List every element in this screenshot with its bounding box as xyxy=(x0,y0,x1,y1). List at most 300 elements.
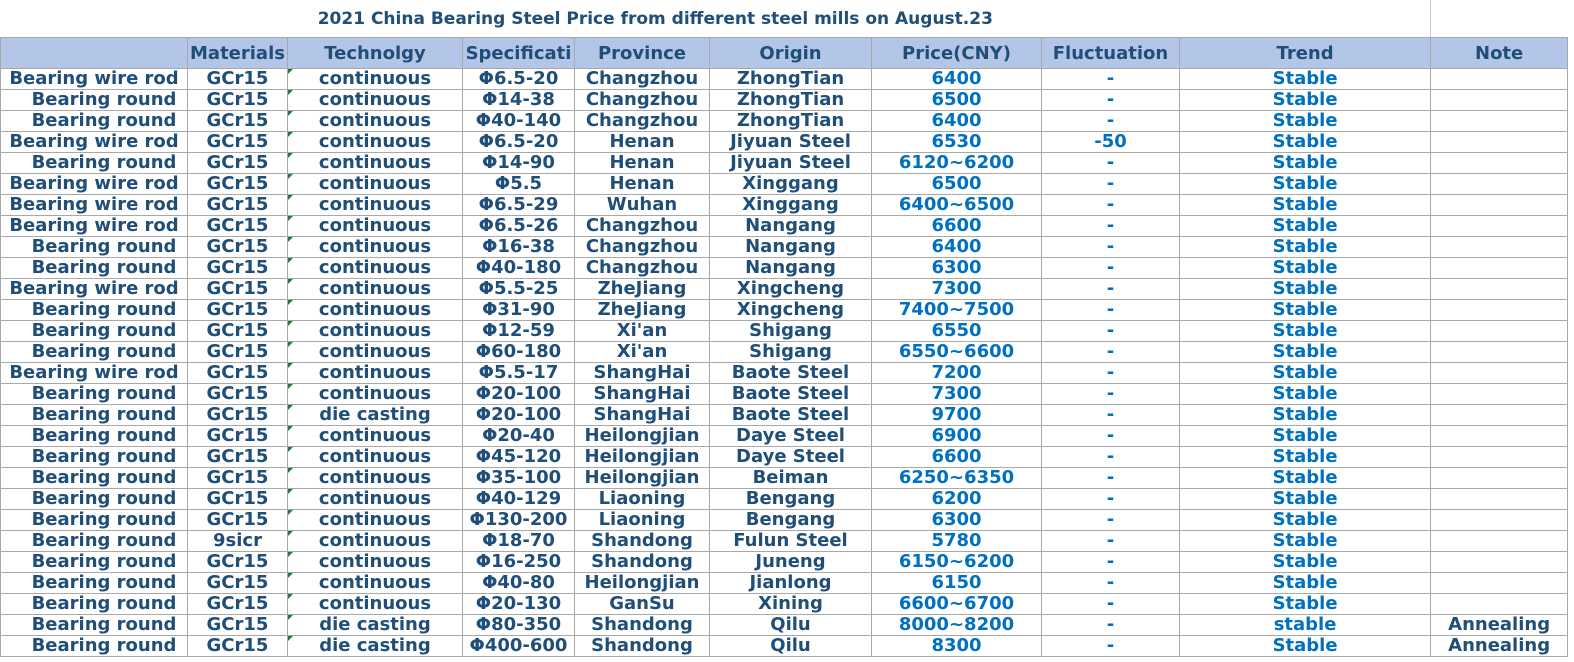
title-empty-cell[interactable] xyxy=(1431,0,1568,38)
table-row xyxy=(1,258,1568,279)
price-cell[interactable] xyxy=(872,405,1042,426)
trend-cell[interactable] xyxy=(1180,615,1431,636)
material-cell[interactable] xyxy=(188,279,288,300)
origin-cell[interactable] xyxy=(710,468,872,489)
province-cell[interactable] xyxy=(575,174,710,195)
product-cell[interactable] xyxy=(1,258,188,279)
origin-cell[interactable] xyxy=(710,363,872,384)
product-cell[interactable] xyxy=(1,279,188,300)
col-header-fluctuation[interactable]: Fluctuation xyxy=(1042,38,1180,69)
price-cell[interactable] xyxy=(872,174,1042,195)
price-cell[interactable] xyxy=(872,594,1042,615)
fluctuation-cell[interactable] xyxy=(1042,69,1180,90)
province-cell[interactable] xyxy=(575,90,710,111)
fluctuation-cell[interactable] xyxy=(1042,132,1180,153)
origin-cell[interactable] xyxy=(710,342,872,363)
note-cell[interactable] xyxy=(1431,468,1568,489)
material-cell[interactable] xyxy=(188,447,288,468)
price-cell[interactable] xyxy=(872,132,1042,153)
product-cell[interactable] xyxy=(1,447,188,468)
province-cell[interactable] xyxy=(575,468,710,489)
specification-cell[interactable] xyxy=(463,279,575,300)
province-cell[interactable] xyxy=(575,594,710,615)
province-cell[interactable] xyxy=(575,489,710,510)
product-cell-text: Bearing round xyxy=(31,509,177,530)
note-cell[interactable] xyxy=(1431,510,1568,531)
specification-cell[interactable] xyxy=(463,552,575,573)
note-cell[interactable] xyxy=(1431,552,1568,573)
trend-cell[interactable] xyxy=(1180,489,1431,510)
note-cell[interactable] xyxy=(1431,195,1568,216)
note-cell[interactable] xyxy=(1431,594,1568,615)
price-cell[interactable] xyxy=(872,531,1042,552)
specification-cell[interactable] xyxy=(463,216,575,237)
price-cell[interactable] xyxy=(872,90,1042,111)
col-header-trend[interactable]: Trend xyxy=(1180,38,1431,69)
note-cell[interactable] xyxy=(1431,426,1568,447)
fluctuation-cell[interactable] xyxy=(1042,174,1180,195)
product-cell[interactable] xyxy=(1,426,188,447)
trend-cell[interactable] xyxy=(1180,216,1431,237)
table-row xyxy=(1,594,1568,615)
note-cell[interactable] xyxy=(1431,237,1568,258)
origin-cell[interactable] xyxy=(710,489,872,510)
technology-cell[interactable] xyxy=(288,594,463,615)
province-cell[interactable] xyxy=(575,258,710,279)
price-cell[interactable] xyxy=(872,279,1042,300)
material-cell[interactable] xyxy=(188,468,288,489)
fluctuation-cell[interactable] xyxy=(1042,153,1180,174)
trend-cell[interactable] xyxy=(1180,195,1431,216)
product-cell[interactable] xyxy=(1,552,188,573)
fluctuation-cell[interactable] xyxy=(1042,90,1180,111)
product-cell[interactable] xyxy=(1,132,188,153)
origin-cell[interactable] xyxy=(710,447,872,468)
technology-cell[interactable] xyxy=(288,426,463,447)
technology-cell[interactable] xyxy=(288,384,463,405)
material-cell[interactable] xyxy=(188,132,288,153)
price-cell[interactable] xyxy=(872,195,1042,216)
specification-cell[interactable] xyxy=(463,405,575,426)
province-cell-text: ZheJiang xyxy=(597,278,687,299)
province-cell[interactable] xyxy=(575,111,710,132)
material-cell[interactable] xyxy=(188,552,288,573)
specification-cell[interactable] xyxy=(463,426,575,447)
product-cell[interactable] xyxy=(1,468,188,489)
technology-cell[interactable] xyxy=(288,174,463,195)
trend-cell[interactable] xyxy=(1180,174,1431,195)
technology-cell[interactable] xyxy=(288,363,463,384)
technology-cell[interactable] xyxy=(288,405,463,426)
trend-cell[interactable] xyxy=(1180,342,1431,363)
origin-cell[interactable] xyxy=(710,405,872,426)
product-cell[interactable] xyxy=(1,615,188,636)
trend-cell[interactable] xyxy=(1180,573,1431,594)
specification-cell[interactable] xyxy=(463,258,575,279)
origin-cell[interactable] xyxy=(710,195,872,216)
material-cell[interactable] xyxy=(188,405,288,426)
specification-cell[interactable] xyxy=(463,321,575,342)
product-cell[interactable] xyxy=(1,174,188,195)
technology-cell[interactable] xyxy=(288,489,463,510)
specification-cell[interactable] xyxy=(463,300,575,321)
technology-cell[interactable] xyxy=(288,447,463,468)
price-cell[interactable] xyxy=(872,468,1042,489)
product-cell[interactable] xyxy=(1,636,188,657)
technology-cell[interactable] xyxy=(288,195,463,216)
fluctuation-cell[interactable] xyxy=(1042,573,1180,594)
origin-cell[interactable] xyxy=(710,573,872,594)
product-cell[interactable] xyxy=(1,195,188,216)
specification-cell[interactable] xyxy=(463,510,575,531)
price-cell-text: 6600 xyxy=(931,446,982,467)
province-cell[interactable] xyxy=(575,279,710,300)
province-cell[interactable] xyxy=(575,153,710,174)
note-cell[interactable] xyxy=(1431,447,1568,468)
province-cell[interactable] xyxy=(575,300,710,321)
technology-cell[interactable] xyxy=(288,111,463,132)
note-cell[interactable] xyxy=(1431,258,1568,279)
product-cell[interactable] xyxy=(1,531,188,552)
note-cell[interactable] xyxy=(1431,153,1568,174)
note-cell[interactable] xyxy=(1431,615,1568,636)
fluctuation-cell[interactable] xyxy=(1042,552,1180,573)
fluctuation-cell[interactable] xyxy=(1042,615,1180,636)
specification-cell[interactable] xyxy=(463,90,575,111)
note-cell[interactable] xyxy=(1431,279,1568,300)
price-cell[interactable] xyxy=(872,321,1042,342)
specification-cell[interactable] xyxy=(463,132,575,153)
technology-cell[interactable] xyxy=(288,132,463,153)
price-cell[interactable] xyxy=(872,111,1042,132)
fluctuation-cell[interactable] xyxy=(1042,531,1180,552)
trend-cell[interactable] xyxy=(1180,132,1431,153)
specification-cell[interactable] xyxy=(463,447,575,468)
specification-cell[interactable] xyxy=(463,69,575,90)
note-cell[interactable] xyxy=(1431,321,1568,342)
specification-cell[interactable] xyxy=(463,363,575,384)
price-cell-text: 6300 xyxy=(931,509,982,530)
origin-cell[interactable] xyxy=(710,90,872,111)
trend-cell[interactable] xyxy=(1180,237,1431,258)
material-cell[interactable] xyxy=(188,111,288,132)
material-cell[interactable] xyxy=(188,153,288,174)
trend-cell[interactable] xyxy=(1180,69,1431,90)
trend-cell[interactable] xyxy=(1180,300,1431,321)
technology-cell[interactable] xyxy=(288,300,463,321)
fluctuation-cell[interactable] xyxy=(1042,279,1180,300)
province-cell[interactable] xyxy=(575,216,710,237)
product-cell[interactable] xyxy=(1,489,188,510)
material-cell[interactable] xyxy=(188,594,288,615)
trend-cell[interactable] xyxy=(1180,552,1431,573)
material-cell[interactable] xyxy=(188,426,288,447)
origin-cell[interactable] xyxy=(710,69,872,90)
product-cell[interactable] xyxy=(1,69,188,90)
material-cell[interactable] xyxy=(188,90,288,111)
technology-cell[interactable] xyxy=(288,615,463,636)
product-cell[interactable] xyxy=(1,384,188,405)
material-cell[interactable] xyxy=(188,363,288,384)
specification-cell[interactable] xyxy=(463,174,575,195)
fluctuation-cell[interactable] xyxy=(1042,426,1180,447)
material-cell[interactable] xyxy=(188,573,288,594)
province-cell[interactable] xyxy=(575,510,710,531)
price-cell[interactable] xyxy=(872,573,1042,594)
fluctuation-cell[interactable] xyxy=(1042,111,1180,132)
technology-cell[interactable] xyxy=(288,573,463,594)
product-cell[interactable] xyxy=(1,111,188,132)
price-cell[interactable] xyxy=(872,510,1042,531)
specification-cell[interactable] xyxy=(463,342,575,363)
technology-cell[interactable] xyxy=(288,216,463,237)
specification-cell[interactable] xyxy=(463,594,575,615)
origin-cell[interactable] xyxy=(710,216,872,237)
material-cell[interactable] xyxy=(188,300,288,321)
trend-cell[interactable] xyxy=(1180,531,1431,552)
trend-cell[interactable] xyxy=(1180,363,1431,384)
fluctuation-cell[interactable] xyxy=(1042,405,1180,426)
price-cell[interactable] xyxy=(872,69,1042,90)
product-cell[interactable] xyxy=(1,321,188,342)
origin-cell[interactable] xyxy=(710,321,872,342)
province-cell[interactable] xyxy=(575,195,710,216)
product-cell[interactable] xyxy=(1,153,188,174)
col-header-province[interactable]: Province xyxy=(575,38,710,69)
price-cell[interactable] xyxy=(872,615,1042,636)
product-cell-text: Bearing round xyxy=(31,110,177,131)
province-cell[interactable] xyxy=(575,447,710,468)
material-cell[interactable] xyxy=(188,636,288,657)
product-cell[interactable] xyxy=(1,342,188,363)
material-cell[interactable] xyxy=(188,321,288,342)
product-cell[interactable] xyxy=(1,510,188,531)
sheet-title[interactable]: 2021 China Bearing Steel Price from different steel mills on August.23 xyxy=(1,0,1431,38)
trend-cell[interactable] xyxy=(1180,90,1431,111)
technology-cell[interactable] xyxy=(288,468,463,489)
product-cell[interactable] xyxy=(1,594,188,615)
origin-cell[interactable] xyxy=(710,300,872,321)
fluctuation-cell[interactable] xyxy=(1042,237,1180,258)
material-cell[interactable] xyxy=(188,510,288,531)
price-cell[interactable] xyxy=(872,447,1042,468)
trend-cell[interactable] xyxy=(1180,153,1431,174)
price-cell[interactable] xyxy=(872,489,1042,510)
product-cell[interactable] xyxy=(1,300,188,321)
technology-cell[interactable] xyxy=(288,636,463,657)
province-cell[interactable] xyxy=(575,405,710,426)
product-cell[interactable] xyxy=(1,363,188,384)
origin-cell[interactable] xyxy=(710,237,872,258)
note-cell[interactable] xyxy=(1431,573,1568,594)
origin-cell[interactable] xyxy=(710,636,872,657)
origin-cell[interactable] xyxy=(710,174,872,195)
col-header-technology[interactable]: Technolgy xyxy=(288,38,463,69)
origin-cell[interactable] xyxy=(710,132,872,153)
product-cell[interactable] xyxy=(1,216,188,237)
note-cell[interactable] xyxy=(1431,174,1568,195)
trend-cell[interactable] xyxy=(1180,594,1431,615)
note-cell[interactable] xyxy=(1431,405,1568,426)
note-cell[interactable] xyxy=(1431,216,1568,237)
specification-cell[interactable] xyxy=(463,615,575,636)
price-cell[interactable] xyxy=(872,426,1042,447)
material-cell[interactable] xyxy=(188,195,288,216)
note-cell[interactable] xyxy=(1431,111,1568,132)
specification-cell[interactable] xyxy=(463,153,575,174)
price-cell[interactable] xyxy=(872,552,1042,573)
origin-cell[interactable] xyxy=(710,111,872,132)
price-cell[interactable] xyxy=(872,342,1042,363)
material-cell[interactable] xyxy=(188,489,288,510)
note-cell[interactable] xyxy=(1431,90,1568,111)
fluctuation-cell[interactable] xyxy=(1042,510,1180,531)
note-cell[interactable] xyxy=(1431,300,1568,321)
technology-cell[interactable] xyxy=(288,531,463,552)
origin-cell[interactable] xyxy=(710,258,872,279)
specification-cell[interactable] xyxy=(463,636,575,657)
trend-cell[interactable] xyxy=(1180,405,1431,426)
province-cell[interactable] xyxy=(575,132,710,153)
specification-cell[interactable] xyxy=(463,111,575,132)
specification-cell[interactable] xyxy=(463,237,575,258)
note-cell[interactable] xyxy=(1431,363,1568,384)
trend-cell[interactable] xyxy=(1180,384,1431,405)
trend-cell[interactable] xyxy=(1180,510,1431,531)
col-header-origin[interactable]: Origin xyxy=(710,38,872,69)
specification-cell[interactable] xyxy=(463,573,575,594)
origin-cell[interactable] xyxy=(710,384,872,405)
technology-cell[interactable] xyxy=(288,510,463,531)
technology-cell[interactable] xyxy=(288,153,463,174)
fluctuation-cell[interactable] xyxy=(1042,342,1180,363)
material-cell[interactable] xyxy=(188,342,288,363)
col-header-specification[interactable]: Specificati xyxy=(463,38,575,69)
col-header-price[interactable]: Price(CNY) xyxy=(872,38,1042,69)
technology-cell[interactable] xyxy=(288,90,463,111)
fluctuation-cell[interactable] xyxy=(1042,321,1180,342)
fluctuation-cell[interactable] xyxy=(1042,636,1180,657)
specification-cell[interactable] xyxy=(463,195,575,216)
origin-cell[interactable] xyxy=(710,552,872,573)
origin-cell[interactable] xyxy=(710,531,872,552)
note-cell[interactable] xyxy=(1431,342,1568,363)
fluctuation-cell[interactable] xyxy=(1042,363,1180,384)
material-cell[interactable] xyxy=(188,237,288,258)
trend-cell[interactable] xyxy=(1180,279,1431,300)
fluctuation-cell[interactable] xyxy=(1042,384,1180,405)
province-cell[interactable] xyxy=(575,552,710,573)
technology-cell[interactable] xyxy=(288,258,463,279)
price-cell[interactable] xyxy=(872,216,1042,237)
fluctuation-cell[interactable] xyxy=(1042,594,1180,615)
trend-cell[interactable] xyxy=(1180,636,1431,657)
trend-cell[interactable] xyxy=(1180,321,1431,342)
province-cell[interactable] xyxy=(575,531,710,552)
note-cell[interactable] xyxy=(1431,636,1568,657)
material-cell[interactable] xyxy=(188,258,288,279)
specification-cell[interactable] xyxy=(463,531,575,552)
price-cell[interactable] xyxy=(872,237,1042,258)
price-cell[interactable] xyxy=(872,153,1042,174)
product-cell[interactable] xyxy=(1,405,188,426)
origin-cell[interactable] xyxy=(710,615,872,636)
col-header-product[interactable] xyxy=(1,38,188,69)
material-cell[interactable] xyxy=(188,174,288,195)
specification-cell[interactable] xyxy=(463,384,575,405)
note-cell[interactable] xyxy=(1431,132,1568,153)
note-cell[interactable] xyxy=(1431,384,1568,405)
note-cell[interactable] xyxy=(1431,531,1568,552)
price-cell[interactable] xyxy=(872,363,1042,384)
province-cell[interactable] xyxy=(575,426,710,447)
material-cell[interactable] xyxy=(188,384,288,405)
material-cell[interactable] xyxy=(188,615,288,636)
origin-cell[interactable] xyxy=(710,426,872,447)
technology-cell[interactable] xyxy=(288,69,463,90)
material-cell[interactable] xyxy=(188,216,288,237)
origin-cell[interactable] xyxy=(710,153,872,174)
province-cell[interactable] xyxy=(575,342,710,363)
fluctuation-cell[interactable] xyxy=(1042,258,1180,279)
province-cell[interactable] xyxy=(575,615,710,636)
col-header-note[interactable]: Note xyxy=(1431,38,1568,69)
trend-cell[interactable] xyxy=(1180,468,1431,489)
specification-cell-text: Φ20-100 xyxy=(475,404,562,425)
price-cell[interactable] xyxy=(872,636,1042,657)
origin-cell[interactable] xyxy=(710,594,872,615)
material-cell[interactable] xyxy=(188,531,288,552)
specification-cell[interactable] xyxy=(463,468,575,489)
fluctuation-cell[interactable] xyxy=(1042,195,1180,216)
origin-cell[interactable] xyxy=(710,279,872,300)
technology-cell[interactable] xyxy=(288,237,463,258)
province-cell[interactable] xyxy=(575,636,710,657)
price-cell[interactable] xyxy=(872,300,1042,321)
trend-cell[interactable] xyxy=(1180,258,1431,279)
province-cell[interactable] xyxy=(575,573,710,594)
province-cell[interactable] xyxy=(575,363,710,384)
material-cell[interactable] xyxy=(188,69,288,90)
technology-cell[interactable] xyxy=(288,552,463,573)
technology-cell[interactable] xyxy=(288,279,463,300)
trend-cell[interactable] xyxy=(1180,447,1431,468)
province-cell[interactable] xyxy=(575,237,710,258)
fluctuation-cell[interactable] xyxy=(1042,447,1180,468)
trend-cell[interactable] xyxy=(1180,111,1431,132)
trend-cell[interactable] xyxy=(1180,426,1431,447)
price-cell[interactable] xyxy=(872,258,1042,279)
fluctuation-cell[interactable] xyxy=(1042,216,1180,237)
product-cell[interactable] xyxy=(1,90,188,111)
province-cell[interactable] xyxy=(575,384,710,405)
col-header-materials[interactable]: Materials xyxy=(188,38,288,69)
fluctuation-cell[interactable] xyxy=(1042,489,1180,510)
note-cell[interactable] xyxy=(1431,489,1568,510)
technology-cell[interactable] xyxy=(288,342,463,363)
fluctuation-cell[interactable] xyxy=(1042,468,1180,489)
fluctuation-cell[interactable] xyxy=(1042,300,1180,321)
specification-cell[interactable] xyxy=(463,489,575,510)
product-cell[interactable] xyxy=(1,573,188,594)
province-cell[interactable] xyxy=(575,69,710,90)
product-cell[interactable] xyxy=(1,237,188,258)
price-cell[interactable] xyxy=(872,384,1042,405)
note-cell[interactable] xyxy=(1431,69,1568,90)
origin-cell[interactable] xyxy=(710,510,872,531)
province-cell[interactable] xyxy=(575,321,710,342)
technology-cell[interactable] xyxy=(288,321,463,342)
